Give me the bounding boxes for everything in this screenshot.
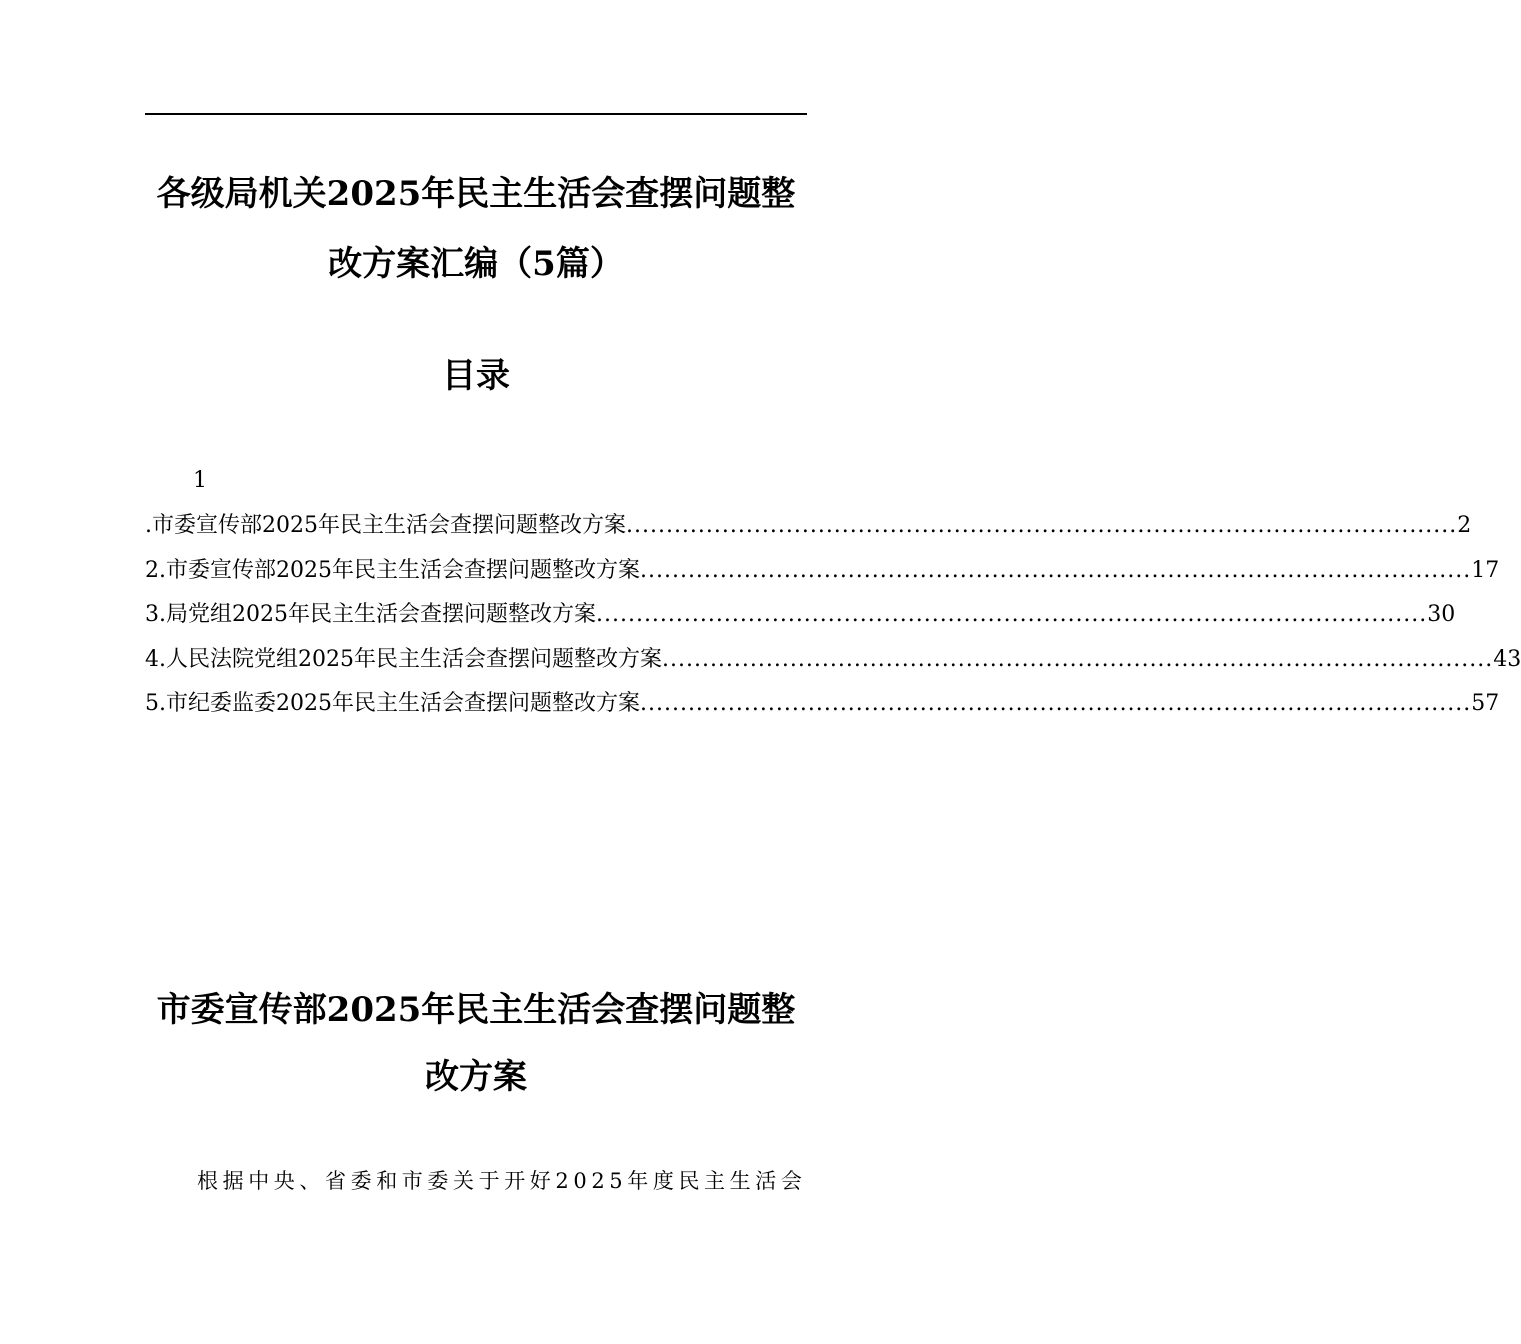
toc-entry-page: 30 bbox=[1427, 602, 1456, 627]
main-title-line-1: 各级局机关2025年民主生活会查摆问题整 bbox=[156, 174, 796, 214]
toc-entry-page: 2 bbox=[1457, 513, 1472, 538]
toc-entry-title: .市委宣传部2025年民主生活会查摆问题整改方案 bbox=[145, 513, 626, 538]
toc-leader-dots: ........................................................................................................ bbox=[639, 557, 1472, 583]
section-title-line-2: 改方案 bbox=[425, 1057, 527, 1097]
toc-entry-page: 57 bbox=[1471, 691, 1500, 716]
toc-entry[interactable] bbox=[145, 645, 1521, 690]
toc-entry-page: 17 bbox=[1471, 557, 1500, 583]
body-paragraph: 根据中央、省委和市委关于开好2025年度民主生活会 bbox=[197, 1169, 807, 1193]
main-title-line-2: 改方案汇编（5篇） bbox=[328, 244, 624, 284]
toc-leader-dots: ........................................................................................................ bbox=[639, 691, 1472, 716]
toc-entry-title: 2.市委宣传部2025年民主生活会查摆问题整改方案 bbox=[145, 557, 640, 583]
section-title-line-1: 市委宣传部2025年民主生活会查摆问题整 bbox=[156, 990, 796, 1030]
toc-number-prefix: 1 bbox=[193, 468, 207, 493]
table-of-contents bbox=[145, 511, 1521, 734]
toc-heading: 目录 bbox=[442, 356, 510, 396]
toc-leader-dots: ........................................................................................................ bbox=[661, 646, 1494, 672]
toc-leader-dots: ........................................................................................................ bbox=[625, 513, 1458, 538]
toc-entry-title: 3.局党组2025年民主生活会查摆问题整改方案 bbox=[145, 602, 596, 627]
toc-entry[interactable] bbox=[145, 556, 1500, 601]
toc-entry-page: 43 bbox=[1493, 646, 1521, 672]
toc-entry[interactable] bbox=[145, 600, 1456, 645]
toc-entry-title: 4.人民法院党组2025年民主生活会查摆问题整改方案 bbox=[145, 646, 662, 672]
toc-entry[interactable] bbox=[145, 511, 1472, 556]
toc-entry[interactable] bbox=[145, 689, 1500, 734]
toc-entry-title: 5.市纪委监委2025年民主生活会查摆问题整改方案 bbox=[145, 691, 640, 716]
toc-leader-dots: ........................................................................................................ bbox=[595, 602, 1428, 627]
top-rule bbox=[145, 113, 807, 115]
